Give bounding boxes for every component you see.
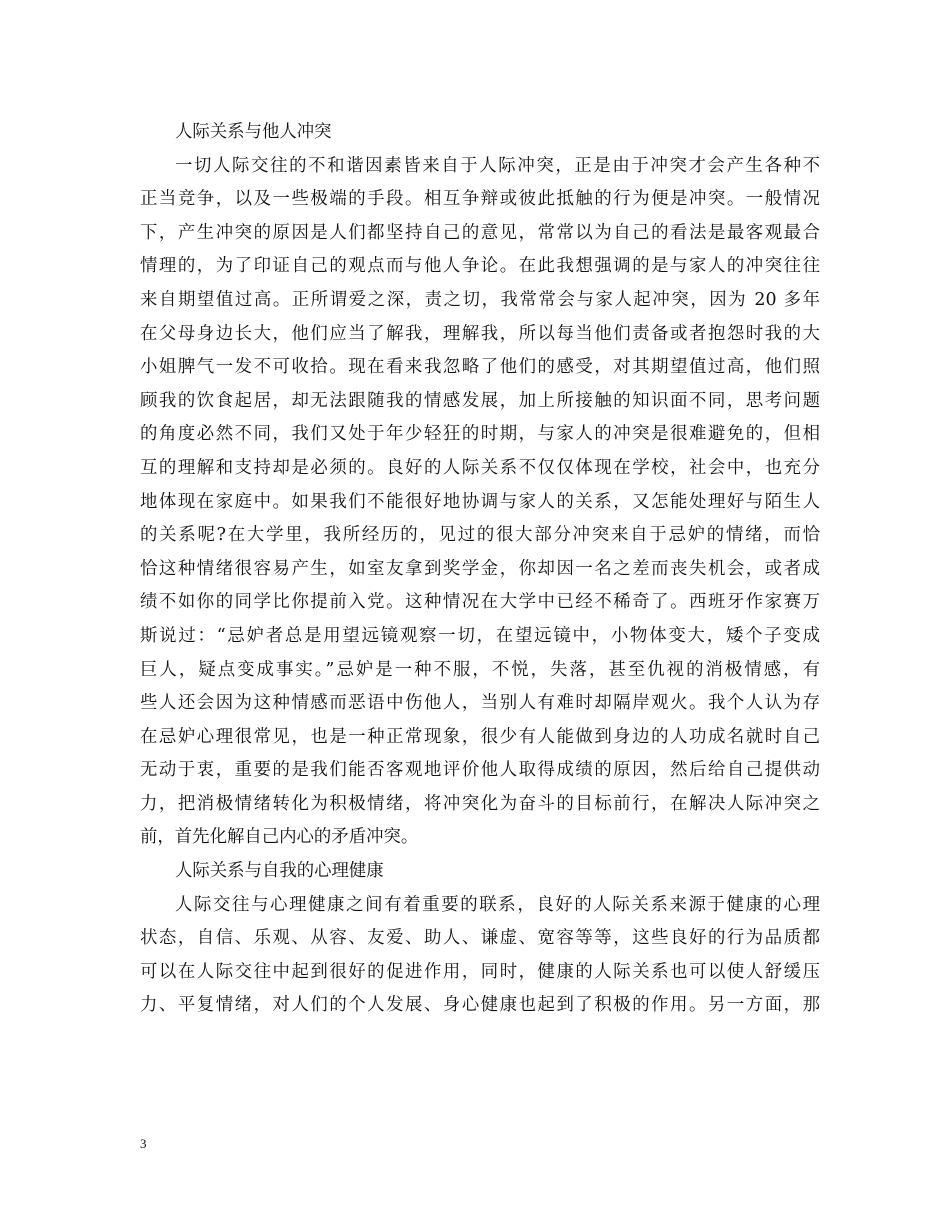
text-line: 顾我的饮食起居，却无法跟随我的情感发展，加上所接触的知识面不同，思考问题 [140,390,820,411]
text-line: 巨人，疑点变成事实。”忌妒是一种不服，不悦，失落，甚至仇视的消极情感，有 [140,659,820,680]
text-line: 地体现在家庭中。如果我们不能很好地协调与家人的关系，又怎能处理好与陌生人 [140,491,820,512]
document-body [140,116,820,1023]
text-line: 情理的，为了印证自己的观点而与他人争论。在此我想强调的是与家人的冲突往往 [140,256,820,277]
text-line: 的角度必然不同，我们又处于年少轻狂的时期，与家人的冲突是很难避免的，但相 [140,424,820,445]
text-line: 小姐脾气一发不可收拾。现在看来我忽略了他们的感受，对其期望值过高，他们照 [140,357,820,378]
text-line: 下，产生冲突的原因是人们都坚持自己的意见，常常以为自己的看法是最客观最合 [140,222,820,243]
section-heading-mental-health: 人际关系与自我的心理健康 [175,861,384,882]
text-line: 互的理解和支持却是必须的。良好的人际关系不仅仅体现在学校，社会中，也充分 [140,457,820,478]
text-line: 无动于衷，重要的是我们能否客观地评价他人取得成绩的原因，然后给自己提供动 [140,760,820,781]
text-line: 恰这种情绪很容易产生，如室友拿到奖学金，你却因一名之差而丧失机会，或者成 [140,558,820,579]
text-line: 绩不如你的同学比你提前入党。这种情况在大学中已经不稀奇了。西班牙作家赛万 [140,592,820,613]
text-line: 状态，自信、乐观、从容、友爱、助人、谦虚、宽容等等，这些良好的行为品质都 [140,928,820,949]
text-line: 力，把消极情绪转化为积极情绪，将冲突化为奋斗的目标前行，在解决人际冲突之 [140,793,820,814]
text-line: 正当竞争，以及一些极端的手段。相互争辩或彼此抵触的行为便是冲突。一般情况 [140,189,820,210]
text-line: 来自期望值过高。正所谓爱之深，责之切，我常常会与家人起冲突，因为 20 多年 [140,289,820,310]
text-line: 斯说过：“忌妒者总是用望远镜观察一切，在望远镜中，小物体变大，矮个子变成 [140,625,820,646]
paragraph-mental-health [140,889,820,1023]
text-line: 前，首先化解自己内心的矛盾冲突。 [140,827,419,848]
text-line: 在父母身边长大，他们应当了解我，理解我，所以每当他们责备或者抱怨时我的大 [140,323,820,344]
text-line: 些人还会因为这种情感而恶语中伤他人，当别人有难时却隔岸观火。我个人认为存 [140,693,820,714]
text-line: 可以在人际交往中起到很好的促进作用，同时，健康的人际关系也可以使人舒缓压 [140,961,820,982]
text-line: 力、平复情绪，对人们的个人发展、身心健康也起到了积极的作用。另一方面，那 [140,995,820,1016]
section-heading-conflict: 人际关系与他人冲突 [175,122,332,142]
text-line: 的关系呢?在大学里，我所经历的，见过的很大部分冲突来自于忌妒的情绪，而恰 [140,525,820,546]
paragraph-conflict [140,150,820,855]
text-line: 人际交往与心理健康之间有着重要的联系，良好的人际关系来源于健康的心理 [175,894,820,915]
page-number: 3 [140,1136,147,1151]
text-line: 一切人际交往的不和谐因素皆来自于人际冲突，正是由于冲突才会产生各种不 [175,155,820,176]
text-line: 在忌妒心理很常见，也是一种正常现象，很少有人能做到身边的人功成名就时自己 [140,726,820,747]
